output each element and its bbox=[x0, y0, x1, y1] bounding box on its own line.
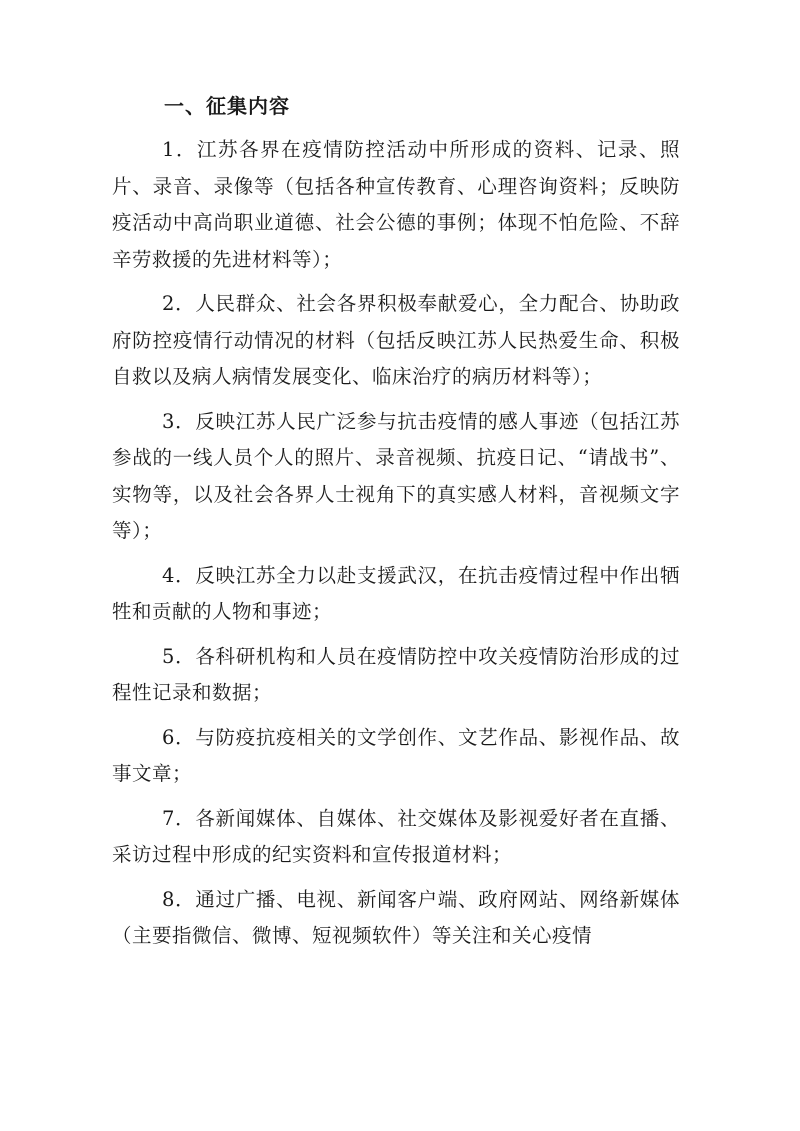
document-body bbox=[112, 92, 680, 963]
paragraph-item-7: 7．各新闻媒体、自媒体、社交媒体及影视爱好者在直播、采访过程中形成的纪实资料和宣传报道材料； bbox=[112, 806, 680, 866]
paragraph-item-8: 8．通过广播、电视、新闻客户端、政府网站、网络新媒体（主要指微信、微博、短视频软件）等关注和关心疫情 bbox=[112, 887, 680, 947]
paragraph-item-4: 4．反映江苏全力以赴支援武汉，在抗击疫情过程中作出牺牲和贡献的人物和事迹； bbox=[112, 563, 680, 623]
paragraph-item-5: 5．各科研机构和人员在疫情防控中攻关疫情防治形成的过程性记录和数据； bbox=[112, 644, 680, 704]
paragraph-item-3: 3．反映江苏人民广泛参与抗击疫情的感人事迹（包括江苏参战的一线人员个人的照片、录音视频、抗疫日记、“请战书”、实物等，以及社会各界人士视角下的真实感人材料，音视频文字等）； bbox=[112, 409, 680, 542]
paragraph-item-2: 2．人民群众、社会各界积极奉献爱心，全力配合、协助政府防控疫情行动情况的材料（包括反映江苏人民热爱生命、积极自救以及病人病情发展变化、临床治疗的病历材料等）； bbox=[112, 292, 680, 388]
paragraph-item-1: 1．江苏各界在疫情防控活动中所形成的资料、记录、照片、录音、录像等（包括各种宣传教育、心理咨询资料；反映防疫活动中高尚职业道德、社会公德的事例；体现不怕危险、不辞辛劳救援的先进材料等）； bbox=[112, 138, 680, 271]
paragraph-item-6: 6．与防疫抗疫相关的文学创作、文艺作品、影视作品、故事文章； bbox=[112, 725, 680, 785]
section-heading: 一、征集内容 bbox=[164, 94, 290, 118]
